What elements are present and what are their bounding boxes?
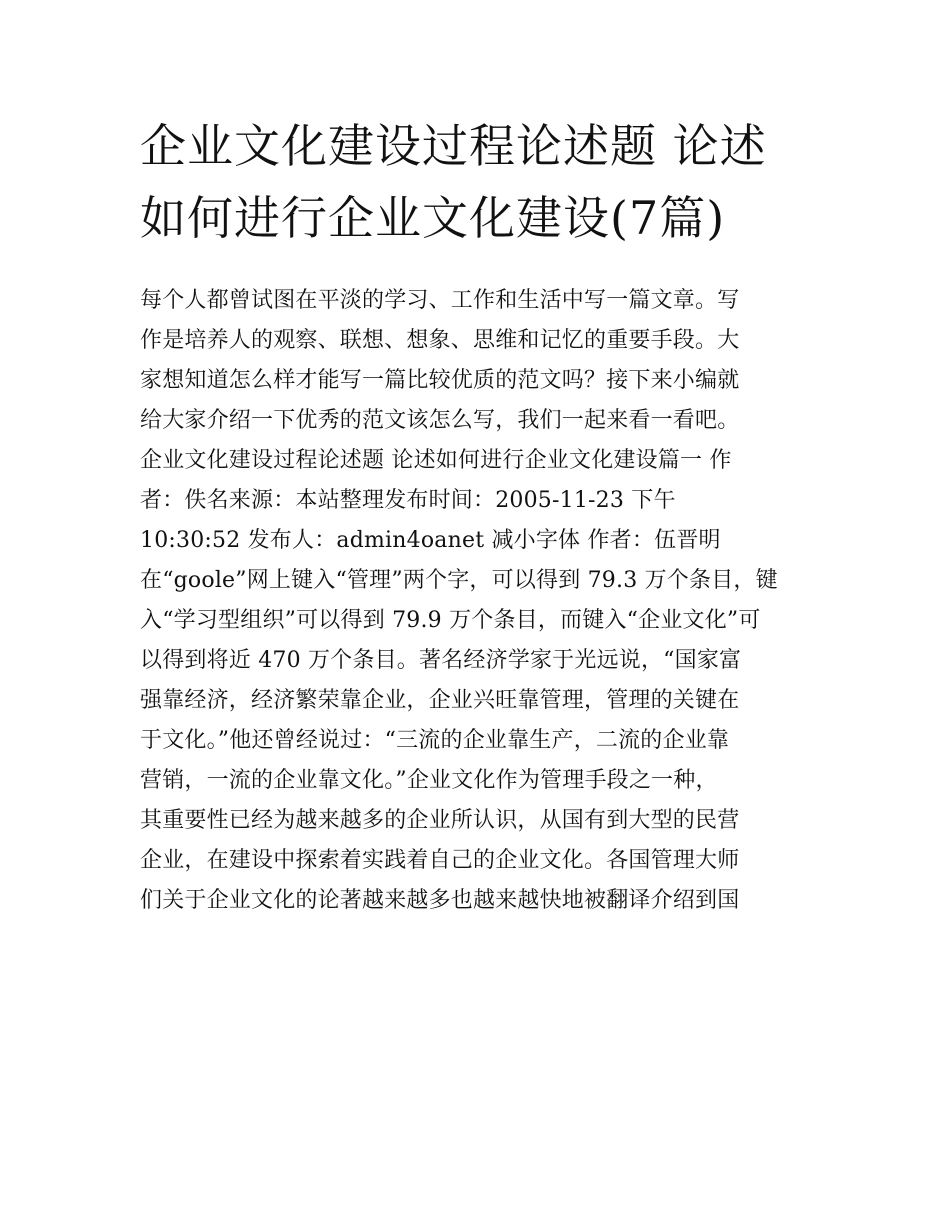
body-line: 企业，在建设中探索着实践着自己的企业文化。各国管理大师 bbox=[140, 848, 740, 873]
body-line: 每个人都曾试图在平淡的学习、工作和生活中写一篇文章。写 bbox=[140, 288, 740, 313]
body-line: 们关于企业文化的论著越来越多也越来越快地被翻译介绍到国 bbox=[140, 888, 740, 913]
body-line: 营销，一流的企业靠文化。”企业文化作为管理手段之一种， bbox=[140, 768, 718, 793]
body-line: 给大家介绍一下优秀的范文该怎么写，我们一起来看一看吧。 bbox=[140, 408, 740, 433]
body-line: 其重要性已经为越来越多的企业所认识，从国有到大型的民营 bbox=[140, 808, 740, 833]
body-line: 企业文化建设过程论述题 论述如何进行企业文化建设篇一 作 bbox=[140, 448, 732, 473]
page-title bbox=[140, 110, 820, 254]
body-line: 入“学习型组织”可以得到 79.9 万个条目，而键入“企业文化”可 bbox=[140, 608, 761, 633]
body-paragraph bbox=[140, 281, 830, 921]
body-line: 作是培养人的观察、联想、想象、思维和记忆的重要手段。大 bbox=[140, 328, 740, 353]
title-line: 如何进行企业文化建设(7篇) bbox=[140, 191, 726, 245]
title-line: 企业文化建设过程论述题 论述 bbox=[140, 119, 767, 173]
body-line: 强靠经济，经济繁荣靠企业，企业兴旺靠管理，管理的关键在 bbox=[140, 688, 740, 713]
body-line: 在“goole”网上键入“管理”两个字，可以得到 79.3 万个条目，键 bbox=[140, 568, 778, 593]
body-line: 10:30:52 发布人：admin4oanet 减小字体 作者：伍晋明 bbox=[140, 528, 721, 553]
body-line: 于文化。”他还曾经说过：“三流的企业靠生产，二流的企业靠 bbox=[140, 728, 730, 753]
body-line: 家想知道怎么样才能写一篇比较优质的范文吗？接下来小编就 bbox=[140, 368, 740, 393]
body-line: 者：佚名来源：本站整理发布时间：2005-11-23 下午 bbox=[140, 488, 676, 513]
body-line: 以得到将近 470 万个条目。著名经济学家于光远说，“国家富 bbox=[140, 648, 742, 673]
